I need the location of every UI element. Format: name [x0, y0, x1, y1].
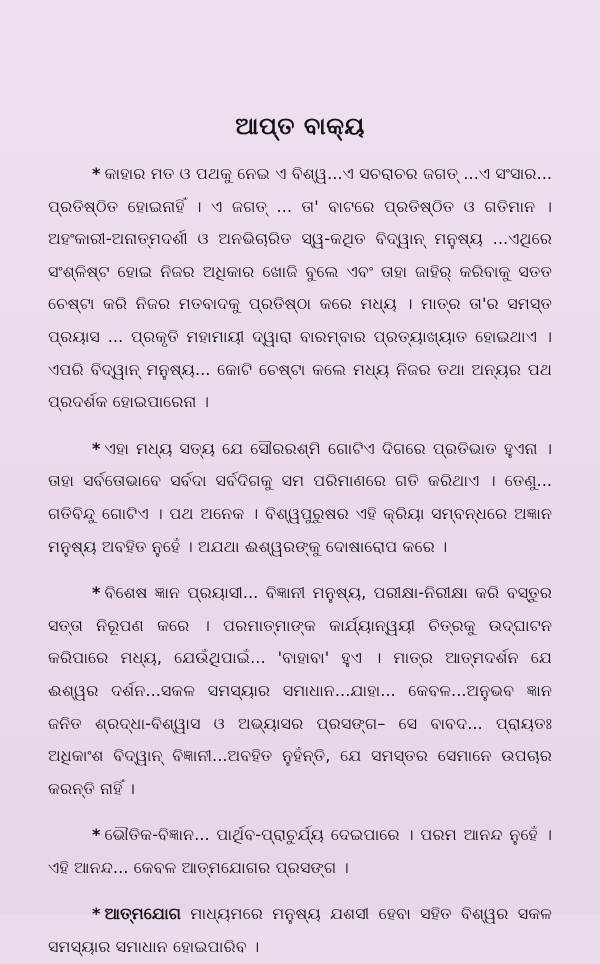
paragraph-1	[48, 158, 552, 419]
paragraph-text: ମାଧ୍ୟମରେ ମନୁଷ୍ୟ ଯଶସୀ ହେବା ସହିତ ବିଶ୍ୱର ସକଳ ସମସ୍ୟାର ସମାଧାନ ହୋଇପାରିବ ।	[48, 904, 552, 957]
bullet-star: *	[92, 438, 101, 458]
paragraph-2	[48, 433, 552, 563]
paragraph-text: ଏହା ମଧ୍ୟ ସତ୍ୟ ଯେ ସୌରରଶ୍ମି ଗୋଟିଏ ଦିଗରେ ପ୍ରତିଭାତ ହୁଏନା । ତାହା ସର୍ବତୋଭାବେ ସର୍ବଦା ସର୍ବଦିଗକୁ ସମ ପରିମାଣରେ ଗତି କରିଥାଏ । ତେଣୁ... ଗତିବିନ୍ଦୁ ଗୋଟିଏ । ପଥ ଅନେକ । ବିଶ୍ୱପୁରୁଷର ଏହି କ୍ରିୟା ସମ୍ବନ୍ଧରେ ଅଜ୍ଞାନ ମନୁଷ୍ୟ ଅବହିତ ନୁହେଁ । ଅଯଥା ଈଶ୍ୱରଙ୍କୁ ଦୋଷାରୋପ କରେ ।	[48, 438, 552, 556]
paragraph-text: ବିଶେଷ ଜ୍ଞାନ ପ୍ରୟାସୀ... ବିଜ୍ଞାନୀ ମନୁଷ୍ୟ, ପରୀକ୍ଷା-ନିରୀକ୍ଷା କରି ବସ୍ତୁର ସତ୍ତା ନିରୂପଣ କରେ । ପରମାତ୍ମାଙ୍କ କାର୍ଯ୍ୟାନ୍ୱୟୀ ଚିତ୍ରକୁ ଉଦ୍‌ଘାଟନ କରିପାରେ ମଧ୍ୟ, ଯେଉଁଥିପାଇଁ... 'ବାହାବା' ହୁଏ । ମାତ୍ର ଆତ୍ମଦର୍ଶନ ଯେ ଈଶ୍ୱର ଦର୍ଶନ...ସକଳ ସମସ୍ୟାର ସମାଧାନ...ଯାହା... କେବଳ...ଅନୁଭବ ଜ୍ଞାନ ଜନିତ ଶ୍ରଦ୍ଧା-ବିଶ୍ୱାସ ଓ ଅଭ୍ୟାସର ପ୍ରସଙ୍ଗ– ସେ ବାବଦ... ପ୍ରାୟତଃ ଅଧିକାଂଶ ବିଦ୍ୱାନ୍ ବିଜ୍ଞାନୀ...ଅବହିତ ନୁହଁନ୍ତି, ଯେ ସମସ୍ତର ସେମାନେ ଉପଚାର କରନ୍ତି ନାହିଁ ।	[48, 583, 552, 798]
paragraph-3	[48, 577, 552, 805]
paragraph-text: ଭୌତିକ-ବିଜ୍ଞାନ... ପାର୍ଥିବ-ପ୍ରାଚୁର୍ଯ୍ୟ ଦେଇପାରେ । ପରମ ଆନନ୍ଦ ନୁହେଁ । ଏହି ଆନନ୍ଦ... କେବଳ ଆତ୍ମଯୋଗର ପ୍ରସଙ୍ଗ ।	[48, 825, 552, 877]
bullet-star: *	[92, 825, 101, 845]
paragraph-text: କାହାର ମତ ଓ ପଥକୁ ନେଇ ଏ ବିଶ୍ୱ...ଏ ସଚରାଚର ଜଗତ୍ ...ଏ ସଂସାର... ପ୍ରତିଷ୍ଠିତ ହୋଇନାହିଁ । ଏ ଜଗତ୍ ... ତା' ବାଟରେ ପ୍ରତିଷ୍ଠିତ ଓ ଗତିମାନ । ଅହଂକାରୀ-ଅନାତ୍ମଦର୍ଶୀ ଓ ଅନଭିଚାରିତ ସ୍ୱ-କଥିତ ବିଦ୍ୱାନ୍ ମନୁଷ୍ୟ ...ଏଥିରେ ସଂଶ୍ଳିଷ୍ଟ ହୋଇ ନିଜର ଅଧିକାର ଖୋଜି ବୁଲେ ଏବଂ ତାହା ଜାହିର୍ କରିବାକୁ ସତତ ଚେଷ୍ଟା କରି ନିଜର ମତବାଦକୁ ପ୍ରତିଷ୍ଠା କରେ ମଧ୍ୟ । ମାତ୍ର ତା'ର ସମସ୍ତ ପ୍ରୟାସ ... ପ୍ରକୃତି ମହାମାୟୀ ଦ୍ୱାରା ବାରମ୍ବାର ପ୍ରତ୍ୟାଖ୍ୟାତ ହୋଇଥାଏ । ଏପରି ବିଦ୍ୱାନ୍ ମନୁଷ୍ୟ... କୋଟି ଚେଷ୍ଟା କଲେ ମଧ୍ୟ ନିଜର ତଥା ଅନ୍ୟର ପଥ ପ୍ରଦର୍ଶକ ହୋଇପାରେନା ।	[48, 164, 552, 412]
paragraph-5	[48, 898, 552, 963]
emphasis-term: ଆତ୍ମଯୋଗ	[104, 904, 182, 924]
bullet-star: *	[92, 904, 101, 924]
bullet-star: *	[92, 164, 101, 183]
paragraph-4	[48, 819, 552, 884]
page-title: ଆପ୍ତ ବାକ୍ୟ	[235, 112, 365, 140]
bullet-star: *	[92, 583, 101, 603]
